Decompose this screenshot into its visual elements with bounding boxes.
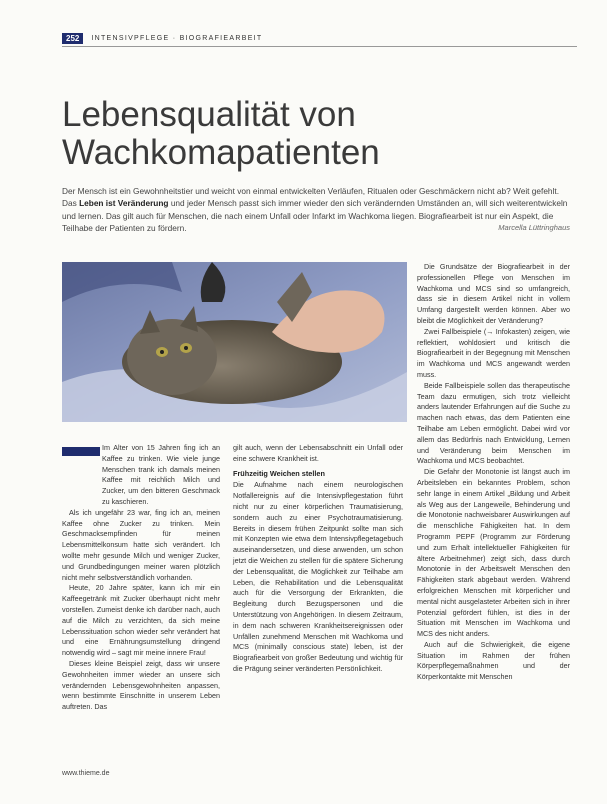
title-line-2: Wachkomapatienten [62,133,380,172]
author: Marcella Lüttringhaus [498,222,570,232]
title-line-1: Lebensqualität von [62,95,356,134]
lead-text-1: Der Mensch ist ein Gewohnheitstier und weicht von einmal entwickelten Verläufen, Ritualen oder Geschmäckern nicht ab? Weit gefehlt. Das [62,186,559,209]
cat-photo-image [62,262,407,422]
lead-paragraph [62,185,570,234]
c1-p4: Dieses kleine Beispiel zeigt, dass wir unsere Gewohnheiten immer wieder an unsere sich verändernden Lebensgewohnheiten anpassen, wenn bestimmte Einschnitte in unserem Leben auftreten. Das [62,658,220,712]
section-title: INTENSIVPFLEGE · BIOGRAFIEARBEIT [91,34,263,42]
lead-bold: Leben ist Veränderung [79,198,169,209]
column-1 [62,443,220,713]
c3-p5: Auch auf die Schwierigkeit, die eigene Situation im Rahmen der frühen Körperpflegemaßnahmen und der Körperkontakte mit Menschen [417,639,570,682]
lead-text-2: und jeder Mensch passt sich immer wieder den sich verändernden Umständen an, will sich weiterentwickeln und lernen. Das gilt auch für Menschen, die nach einem Unfall oder Infarkt im Wachkoma liegen. Biografiearbeit ist nur ein Aspekt, die Teilhabe der Patienten zu fördern. [62,198,568,233]
c3-p4: Die Gefahr der Monotonie ist längst auch im Arbeitsleben ein bekanntes Problem, schon sehr lange in einem Artikel „Bildung und Arbeit als Weg aus der Langeweile, Behinderung und die Monotonie nachweisbarer Auswirkungen auf die menschliche Fähigkeiten hat. In dem Programm PEPF (Programm zur Förderung und zum Erhalt intellektueller Fähigkeiten für ältere Arbeitnehmer) zeigt sich, dass durch Monotonie in der Arbeitswelt Menschen den Fähigkeiten stark abgebaut werden. Während erfolgreichen Menschen mit körperlicher und mental nicht ausgelasteter Arbeiten sich in ihrer Potenzial gefördert fühlen, ist dies in der Situation mit Menschen im Wachkoma und MCS des nicht anders. [417,467,570,639]
c1-p3: Heute, 20 Jahre später, kann ich mir ein Kaffeegetränk mit Zucker überhaupt nicht mehr vorstellen. Zumeist denke ich darüber nach, auch auf die Milch zu verzichten, da sich meine Lebenssituation schon wieder sehr verändert hat und eine Ernährungsumstellung dringend notwendig wird – sagt mir meine innere Frau! [62,583,220,658]
c1-p2: Als ich ungefähr 23 war, fing ich an, meinen Kaffee ohne Zucker zu trinken. Mein Geschmacksempfinden für meinen Lebensmittelkonsum hatte sich verändert. Ich wollte mehr gesunde Milch und weniger Zucker, und Grundbedingungen meiner waren plötzlich nicht mehr selbstverständlich vorhanden. [62,507,220,582]
article-title [62,96,532,172]
running-header [62,32,262,44]
c1-p1: Im Alter von 15 Jahren fing ich an Kaffee zu trinken. Wie viele junge Menschen trank ich damals meinen Kaffee mit reichlich Milch und Zucker, um den bitteren Geschmack zu kaschieren. [102,443,220,506]
column-2 [233,443,403,675]
c3-p2: Zwei Fallbeispiele (→ Infokasten) zeigen, wie reflektiert, wohldosiert und kritisch die Biografiearbeit in der Begegnung mit Menschen im Wachkoma und MCS angewandt werden muss. [417,326,570,379]
footer-url: www.thieme.de [62,770,110,777]
subheading: Frühzeitig Weichen stellen [233,468,325,478]
header-rule [62,46,577,47]
c2-p2: Die Aufnahme nach einem neurologischen Notfallereignis auf die Intensivpflegestation führt nicht nur zu einer körperlichen Traumatisierung, sondern auch zu einer Psychotraumatisierung. Bereits in diesem frühen Zeitpunkt sollte man sich mit Konzepten wie etwa dem Intensivpflegetagebuch auseinandersetzen, und diese anwenden, um schon jetzt die Weichen zu stellen für die spätere Sicherung der Lebensqualität, die Möglichkeit zur Teilhabe am Leben, die Rehabilitation und die Lebensqualität auch für die Versorgung der Erkrankten, die Begleitung durch Bezugspersonen und die Unterstützung von Angehörigen. In diesem Zeitraum, in dem nach schweren Krankheitsereignissen oder Unfällen zunehmend Menschen mit Wachkoma und MCS (minimally conscious state) leben, ist der Biografiearbeit von großer Bedeutung und wichtig für die Prägung seiner veränderten Persönlichkeit. [233,480,403,673]
c3-p1: Die Grundsätze der Biografiearbeit in der professionellen Pflege von Menschen im Wachkoma und MCS sind so umfangreich, dass sie in diesem Artikel nicht in vollem Umfang dargestellt werden können. Aber wo bleibt die Möglichkeit der Veränderung? [417,262,570,325]
c3-p3: Beide Fallbeispiele sollen das therapeutische Team dazu ermutigen, sich trotz vielleicht anders lautender Erfahrungen auf die Suche zu machen nach etwas, das dem Patienten eine Teilhabe am Leben ermöglicht. Dabei wird vor allem das Bedürfnis nach Entwicklung, Lernen und Veränderung beim Menschen im Wachkoma und MCS beobachtet. [417,380,570,466]
column-3 [417,262,570,683]
cat-photo [62,262,407,422]
c2-p1: gilt auch, wenn der Lebensabschnitt ein Unfall oder eine schwere Krankheit ist. [233,443,403,463]
page-number: 252 [62,33,83,44]
